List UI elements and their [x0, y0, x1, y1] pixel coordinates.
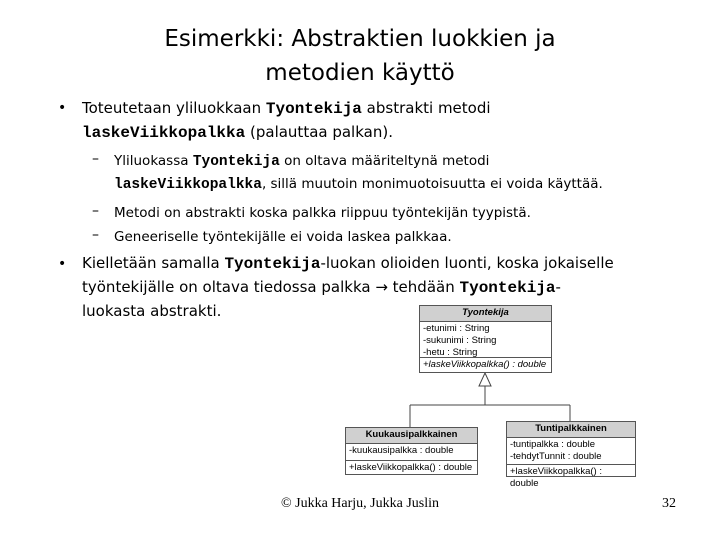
- page-number: 32: [662, 496, 676, 511]
- sub-1-text-b: on oltava määriteltynä metodi: [279, 153, 490, 169]
- bullet-1-code: Tyontekija: [265, 100, 362, 118]
- sub-1-text-c: , sillä muutoin monimuotoisuutta ei voida käyttää.: [261, 176, 603, 192]
- sub-1-code-2: laskeViikkopalkka: [114, 177, 262, 193]
- title-line-2: metodien käyttö: [265, 60, 455, 86]
- sub-bullet-2-text: Metodi on abstrakti koska palkka riippuu työntekijän tyypistä.: [114, 205, 531, 221]
- bullet-2-code-2: Tyontekija: [459, 279, 556, 297]
- uml-attribute: -hetu : String: [423, 347, 478, 358]
- bullet-1-text-b: abstrakti metodi: [361, 99, 491, 117]
- uml-attribute: -kuukausipalkka : double: [349, 445, 454, 456]
- bullet-2-text-c: työntekijälle on oltava tiedossa palkka: [82, 278, 376, 296]
- bullet-1-text-c: (palauttaa palkan).: [245, 123, 393, 141]
- sub-1-text-a: Yliluokassa: [114, 153, 193, 169]
- uml-operations: [346, 461, 477, 475]
- arrow-icon: →: [375, 278, 388, 296]
- uml-attributes: [420, 322, 551, 358]
- dash-marker: –: [92, 151, 99, 167]
- uml-attributes: [346, 444, 477, 461]
- uml-attribute: -tehdytTunnit : double: [510, 451, 602, 462]
- sub-1-code: Tyontekija: [192, 154, 280, 170]
- footer-copyright: © Jukka Harju, Jukka Juslin: [280, 496, 439, 511]
- bullet-1-code-2: laskeViikkopalkka: [82, 124, 246, 142]
- uml-class-name: Tuntipalkkainen: [507, 422, 635, 438]
- bullet-2-text-b: -luokan olioiden luonti, koska jokaiselle: [320, 254, 614, 272]
- uml-class-kuukausipalkkainen: [345, 427, 478, 475]
- uml-class-tuntipalkkainen: [506, 421, 636, 489]
- uml-operation: +laskeViikkopalkka() : double: [423, 359, 547, 370]
- bullet-2-text-d: tehdään: [387, 278, 460, 296]
- bullet-1-text-a: Toteutetaan yliluokkaan: [82, 99, 266, 117]
- bullet-marker: •: [58, 256, 67, 272]
- bullet-2-text-a: Kielletään samalla: [82, 254, 225, 272]
- bullet-2-code: Tyontekija: [224, 255, 321, 273]
- bullet-2-text-e: luokasta abstrakti.: [82, 302, 222, 320]
- uml-operation: +laskeViikkopalkka() : double: [349, 462, 473, 473]
- uml-operation: +laskeViikkopalkka() : double: [510, 466, 602, 489]
- uml-attributes: [507, 438, 635, 465]
- uml-operations: [507, 465, 635, 491]
- uml-attribute: -sukunimi : String: [423, 335, 497, 346]
- uml-class-name: Tyontekija: [420, 306, 551, 322]
- sub-bullet-3-text: Geneeriselle työntekijälle ei voida laskea palkkaa.: [114, 229, 452, 245]
- dash-marker: –: [92, 203, 99, 219]
- uml-attribute: -tuntipalkka : double: [510, 439, 596, 450]
- title-line-1: Esimerkki: Abstraktien luokkien ja: [164, 26, 556, 52]
- uml-attribute: -etunimi : String: [423, 323, 490, 334]
- bullet-marker: •: [58, 100, 67, 116]
- uml-class-name: Kuukausipalkkainen: [346, 428, 477, 444]
- uml-operations: [420, 358, 551, 372]
- uml-class-tyontekija: [419, 305, 552, 373]
- bullet-2-hyphen: -: [555, 278, 561, 296]
- dash-marker: –: [92, 227, 99, 243]
